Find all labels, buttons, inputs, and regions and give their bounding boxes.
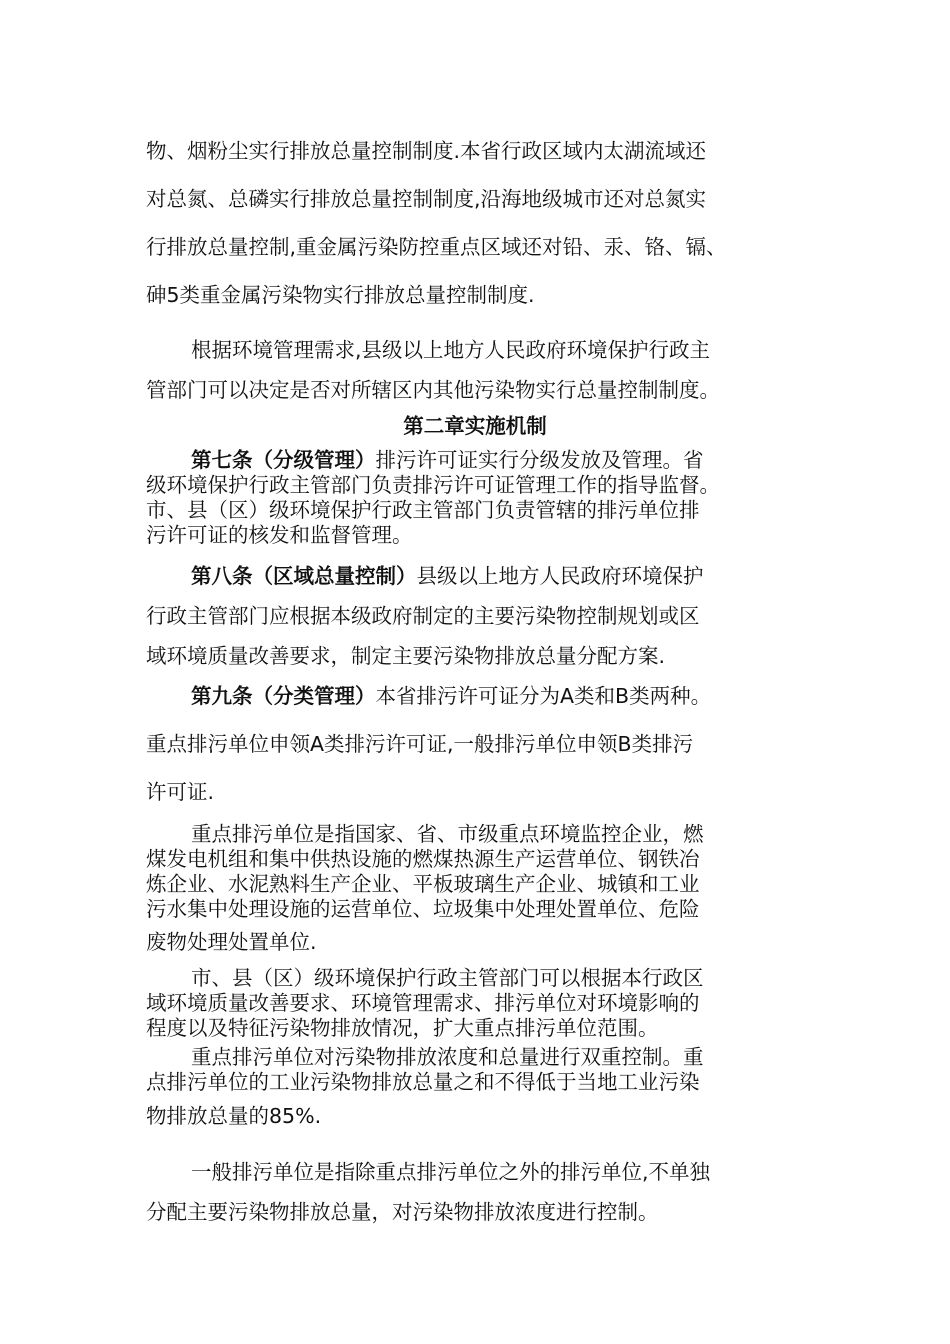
text-line: 对总氮、总磷实行排放总量控制制度,沿海地级城市还对总氮实 [146,187,707,211]
article-text: 本省排污许可证分为A类和B类两种。 [375,684,712,708]
text-line: 废物处理处置单位. [146,930,317,954]
text-line: 市、县（区）级环境保护行政主管部门可以根据本行政区 [191,966,704,990]
article-text: 县级以上地方人民政府环境保护 [416,564,704,588]
text-line [146,556,806,596]
text-line: 污水集中处理设施的运营单位、垃圾集中处理处置单位、危险 [146,897,700,921]
article-text: 排污许可证实行分级发放及管理。省 [375,448,704,472]
article-title: 第九条（分类管理） [191,684,376,708]
article-title: 第七条（分级管理） [191,448,376,472]
paragraph-dual-control [146,1045,806,1129]
text-line: 点排污单位的工业污染物排放总量之和不得低于当地工业污染 [146,1070,700,1094]
text-line: 重点排污单位对污染物排放浓度和总量进行双重控制。重 [191,1045,704,1069]
article-9 [146,672,806,816]
text-line: 市、县（区）级环境保护行政主管部门负责管辖的排污单位排 [146,498,700,522]
paragraph-total-control [146,127,806,319]
text-line: 域环境质量改善要求、环境管理需求、排污单位对环境影响的 [146,991,700,1015]
paragraph-key-units [146,822,806,955]
text-line: 煤发电机组和集中供热设施的燃煤热源生产运营单位、钢铁冶 [146,847,700,871]
text-line: 砷5类重金属污染物实行排放总量控制制度. [146,283,535,307]
text-line: 重点排污单位申领A类排污许可证,一般排污单位申领B类排污 [146,732,694,756]
paragraph-general-units [146,1152,806,1232]
text-line: 许可证. [146,780,215,804]
text-line: 行政主管部门应根据本级政府制定的主要污染物控制规划或区 [146,604,700,628]
article-title: 第八条（区域总量控制） [191,564,417,588]
chapter-heading: 第二章实施机制 [403,414,547,438]
text-line: 污许可证的核发和监督管理。 [146,523,413,547]
text-line: 炼企业、水泥熟料生产企业、平板玻璃生产企业、城镇和工业 [146,872,700,896]
text-line [146,448,806,473]
text-line: 级环境保护行政主管部门负责排污许可证管理工作的指导监督。 [146,473,720,497]
text-line: 物、烟粉尘实行排放总量控制制度.本省行政区域内太湖流域还 [146,139,707,163]
text-line: 管部门可以决定是否对所辖区内其他污染物实行总量控制制度。 [146,378,720,402]
text-line: 程度以及特征污染物排放情况，扩大重点排污单位范围。 [146,1016,659,1040]
text-line [146,672,806,720]
paragraph-management-needs [146,330,806,410]
paragraph-expand-scope [146,966,806,1041]
text-line: 分配主要污染物排放总量，对污染物排放浓度进行控制。 [146,1200,659,1224]
text-line: 行排放总量控制,重金属污染防控重点区域还对铅、汞、铬、镉、 [146,235,727,259]
article-8 [146,556,806,676]
article-7 [146,448,806,548]
text-line: 域环境质量改善要求，制定主要污染物排放总量分配方案. [146,644,666,668]
text-line: 一般排污单位是指除重点排污单位之外的排污单位,不单独 [191,1160,711,1184]
text-line: 重点排污单位是指国家、省、市级重点环境监控企业，燃 [191,822,704,846]
text-line: 物排放总量的85%. [146,1104,322,1128]
text-line: 根据环境管理需求,县级以上地方人民政府环境保护行政主 [191,338,711,362]
